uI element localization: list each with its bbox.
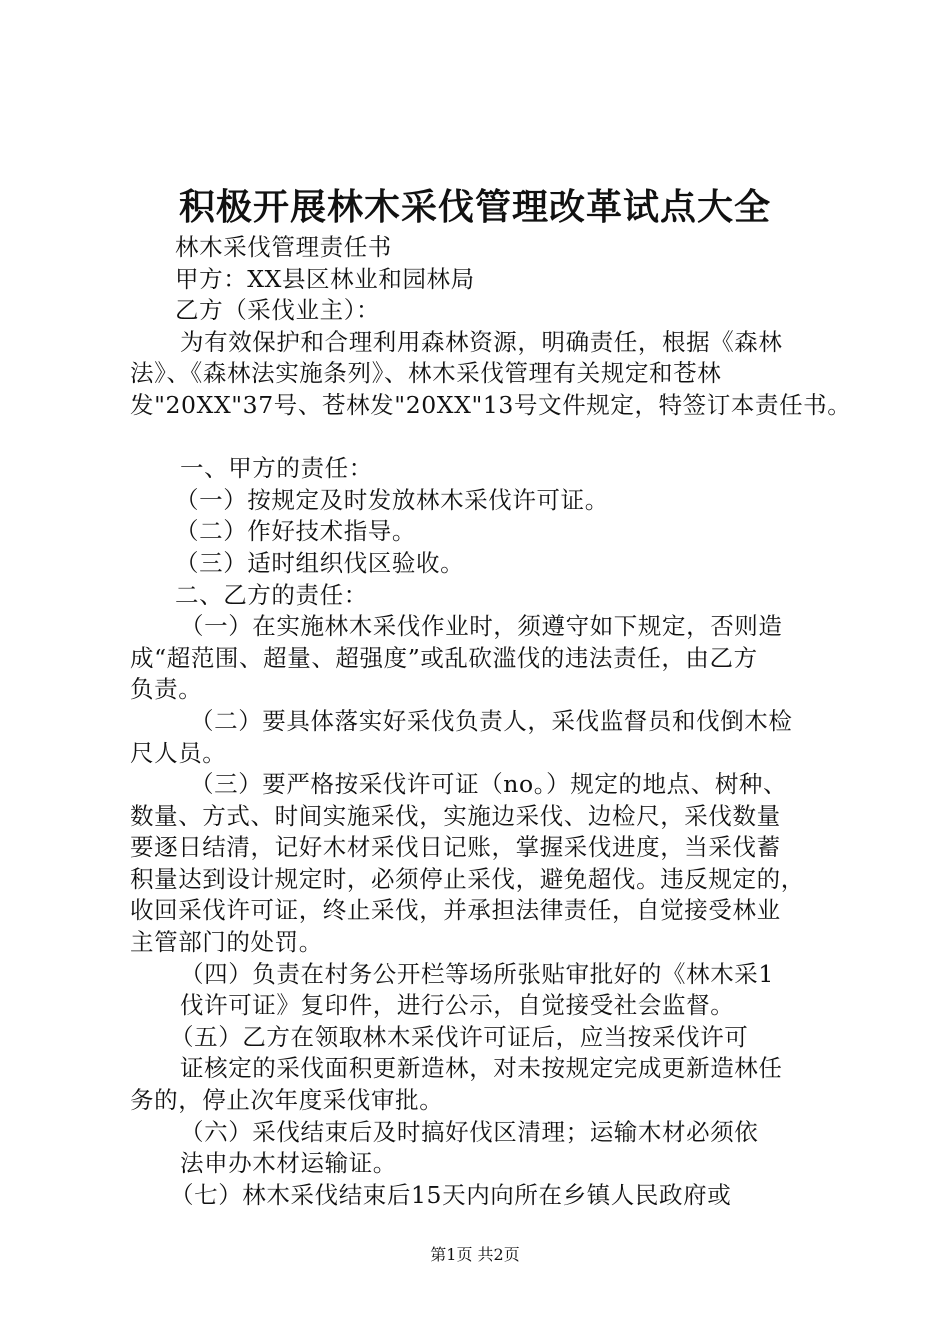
paragraph-line: （六）采伐结束后及时搞好伐区清理；运输木材必须依: [180, 1117, 759, 1146]
paragraph-line: （七）林木采伐结束后15天内向所在乡镇人民政府或: [170, 1180, 732, 1209]
party-a-line: 甲方：XX县区林业和园林局: [175, 264, 475, 293]
paragraph-line: 务的，停止次年度采伐审批。: [130, 1086, 444, 1115]
section-heading: 二、乙方的责任：: [175, 580, 368, 609]
page-indicator: 第1页 共2页: [430, 1245, 520, 1264]
party-b-line: 乙方（采伐业主）：: [175, 296, 381, 325]
heading-line: 林木采伐管理责任书: [175, 233, 392, 261]
paragraph-line: 主管部门的处罚。: [130, 928, 323, 957]
blank-line: [130, 422, 830, 454]
paragraph-line: （二）要具体落实好采伐负责人，采伐监督员和伐倒木检: [190, 706, 793, 735]
paragraph-line: 发"20XX"37号、苍林发"20XX"13号文件规定，特签订本责任书。: [130, 390, 852, 419]
paragraph-line: 要逐日结清，记好木材采伐日记账，掌握采伐进度，当采伐蓄: [130, 833, 781, 862]
list-item: （三）适时组织伐区验收。: [175, 548, 465, 577]
paragraph-line: 收回采伐许可证，终止采伐，并承担法律责任，自觉接受林业: [130, 896, 781, 925]
paragraph-line: （四）负责在村务公开栏等场所张贴审批好的《林木采1: [180, 959, 774, 988]
paragraph-line: 为有效保护和合理利用森林资源，明确责任，根据《森林: [180, 327, 783, 356]
paragraph-line: （一）在实施林木采伐作业时，须遵守如下规定，否则造: [180, 612, 783, 641]
paragraph-line: 负责。: [130, 675, 203, 704]
list-item: （一）按规定及时发放林木采伐许可证。: [175, 485, 609, 514]
paragraph-line: （三）要严格按采伐许可证（no。）规定的地点、树种、: [190, 770, 788, 799]
paragraph-line: 数量、方式、时间实施采伐，实施边采伐、边检尺，采伐数量: [130, 801, 781, 830]
document-title: 积极开展林木采伐管理改革试点大全: [178, 186, 771, 228]
paragraph-line: 积量达到设计规定时，必须停止采伐，避免超伐。违反规定的，: [130, 864, 805, 893]
paragraph-line: 证核定的采伐面积更新造林，对未按规定完成更新造林任: [180, 1054, 783, 1083]
paragraph-line: （五）乙方在领取林木采伐许可证后，应当按采伐许可: [170, 1022, 749, 1051]
document-body: [130, 232, 852, 1211]
section-heading: 一、甲方的责任：: [180, 454, 373, 483]
list-item: （二）作好技术指导。: [175, 517, 416, 546]
paragraph-line: 法申办木材运输证。: [180, 1149, 397, 1178]
paragraph-line: 伐许可证》复印件，进行公示，自觉接受社会监督。: [180, 991, 735, 1020]
paragraph-line: 成“超范围、超量、超强度”或乱砍滥伐的违法责任，由乙方: [130, 643, 758, 672]
paragraph-line: 尺人员。: [130, 738, 227, 767]
paragraph-line: 法》、《森林法实施条列》、林木采伐管理有关规定和苍林: [130, 359, 722, 388]
